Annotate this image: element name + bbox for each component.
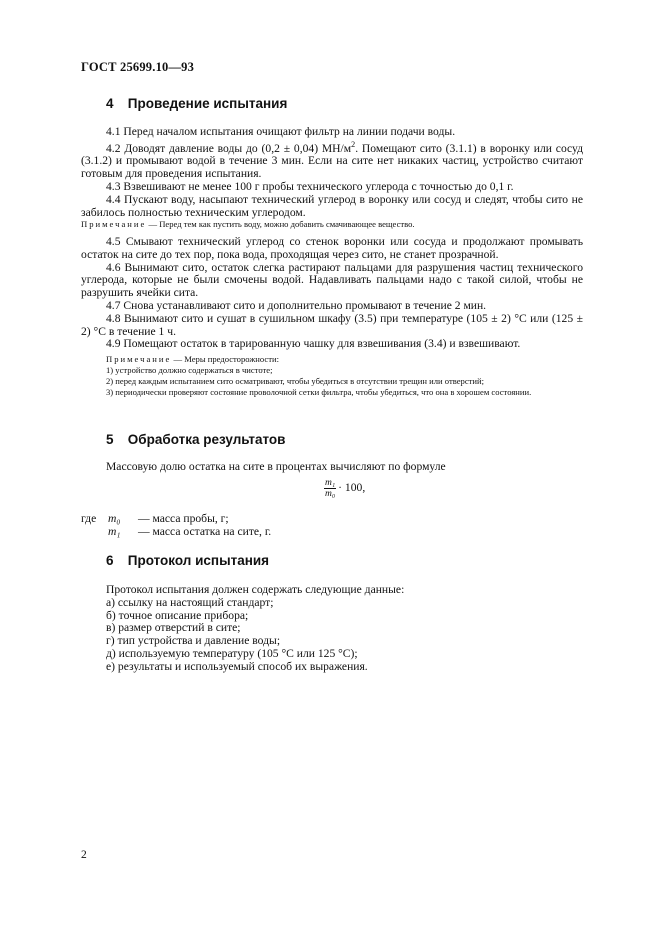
formula-variables bbox=[81, 512, 271, 538]
note-label: Примечание bbox=[81, 219, 147, 229]
paragraph-4-7: 4.7 Снова устанавливают сито и дополнительно промывают в течение 2 мин. bbox=[106, 298, 487, 312]
section-4-heading bbox=[106, 96, 287, 111]
paragraph-4-5: 4.5 Смывают технический углерод со стенок воронки или сосуда и продолжают промывать остаток на сите до тех пор, пока вода, проходящая через сито, не станет прозрачной. bbox=[81, 235, 583, 261]
list-item: е) результаты и используемый способ их выражения. bbox=[106, 659, 368, 673]
page-number: 2 bbox=[81, 849, 87, 861]
where-label: где bbox=[81, 512, 97, 525]
paragraph-4-1: 4.1 Перед началом испытания очищают фильтр на линии подачи воды. bbox=[106, 125, 456, 138]
paragraph-4-6: 4.6 Вынимают сито, остаток слегка растирают пальцами для разрушения частиц технического углерода, которые не были смочены водой. Надавливать пальцами надо с такой силой, чтобы не разрушить ячейки сита. bbox=[81, 260, 583, 300]
list-item: д) используемую температуру (105 °С или 125 °С); bbox=[106, 646, 358, 660]
note-item: 3) периодически проверяют состояние проволочной сетки фильтра, чтобы убедиться, что она в хорошем состоянии. bbox=[106, 387, 532, 397]
section-4-body-continued bbox=[81, 236, 583, 351]
note-text: — Меры предосторожности: bbox=[171, 354, 279, 364]
note-2 bbox=[81, 354, 583, 398]
protocol-list bbox=[106, 584, 404, 674]
paragraph-4-2 bbox=[81, 139, 583, 181]
formula-numerator: m₁ bbox=[325, 478, 336, 488]
document-code: ГОСТ 25699.10—93 bbox=[81, 60, 195, 74]
superscript: 2 bbox=[351, 139, 356, 149]
section-4-body bbox=[81, 126, 583, 219]
note-item: 1) устройство должно содержаться в чистоте; bbox=[106, 365, 273, 375]
paragraph-4-4: 4.4 Пускают воду, насыпают технический углерод в воронку или сосуд и следят, чтобы сито не забилось полностью техническим углеродом. bbox=[81, 192, 583, 219]
section-title: Протокол испытания bbox=[127, 553, 270, 568]
section-5-heading bbox=[106, 432, 285, 447]
list-item: а) ссылку на настоящий стандарт; bbox=[106, 595, 274, 609]
protocol-intro: Протокол испытания должен содержать следующие данные: bbox=[106, 583, 405, 596]
variable-symbol: m₁ bbox=[108, 525, 121, 538]
paragraph-4-3: 4.3 Взвешивают не менее 100 г пробы технического углерода с точностью до 0,1 г. bbox=[106, 180, 514, 194]
section-number: 4 bbox=[106, 96, 114, 111]
formula-denominator: m₀ bbox=[325, 489, 336, 499]
section-5-intro-block bbox=[81, 461, 583, 474]
paragraph-text: 4.2 Доводят давление воды до (0,2 ± 0,04) МН/м bbox=[106, 141, 352, 155]
note-heading bbox=[81, 354, 583, 365]
note-label: Примечание bbox=[106, 354, 172, 364]
section-title: Обработка результатов bbox=[127, 432, 286, 447]
variable-description: — масса остатка на сите, г. bbox=[138, 525, 272, 538]
section-title: Проведение испытания bbox=[127, 96, 288, 111]
section-number: 5 bbox=[106, 432, 114, 447]
list-item: г) тип устройства и давление воды; bbox=[106, 634, 281, 648]
paragraph-4-9: 4.9 Помещают остаток в тарированную чашку для взвешивания (3.4) и взвешивают. bbox=[106, 337, 521, 351]
formula bbox=[324, 478, 365, 499]
section-5-intro: Массовую долю остатка на сите в процентах вычисляют по формуле bbox=[106, 460, 446, 473]
paragraph-text: . Помещают сито (3.1.1) в воронку или сосуд (3.1.2) и промывают водой в течение 3 мин. Если на сите нет никаких частиц, устройство считают готовым для проведения испытания. bbox=[81, 141, 583, 181]
list-item: в) размер отверстий в сите; bbox=[106, 621, 241, 635]
note-text: — Перед тем как пустить воду, можно добавить смачивающее вещество. bbox=[146, 219, 415, 229]
variable-row bbox=[81, 525, 271, 538]
section-6-heading bbox=[106, 553, 269, 568]
variable-description: — масса пробы, г; bbox=[138, 512, 229, 525]
section-number: 6 bbox=[106, 553, 114, 568]
list-item: б) точное описание прибора; bbox=[106, 608, 249, 622]
formula-fraction bbox=[324, 478, 336, 499]
variable-symbol: m₀ bbox=[108, 512, 121, 525]
paragraph-4-8: 4.8 Вынимают сито и сушат в сушильном шкафу (3.5) при температуре (105 ± 2) °С или (125 ± 2) °С в течение 1 ч. bbox=[81, 311, 583, 338]
variable-row bbox=[81, 512, 271, 525]
note-1 bbox=[81, 219, 583, 230]
formula-tail: · 100, bbox=[338, 481, 366, 495]
note-item: 2) перед каждым испытанием сито осматривают, чтобы убедиться в отсутствии трещин или отверстий; bbox=[106, 376, 484, 386]
